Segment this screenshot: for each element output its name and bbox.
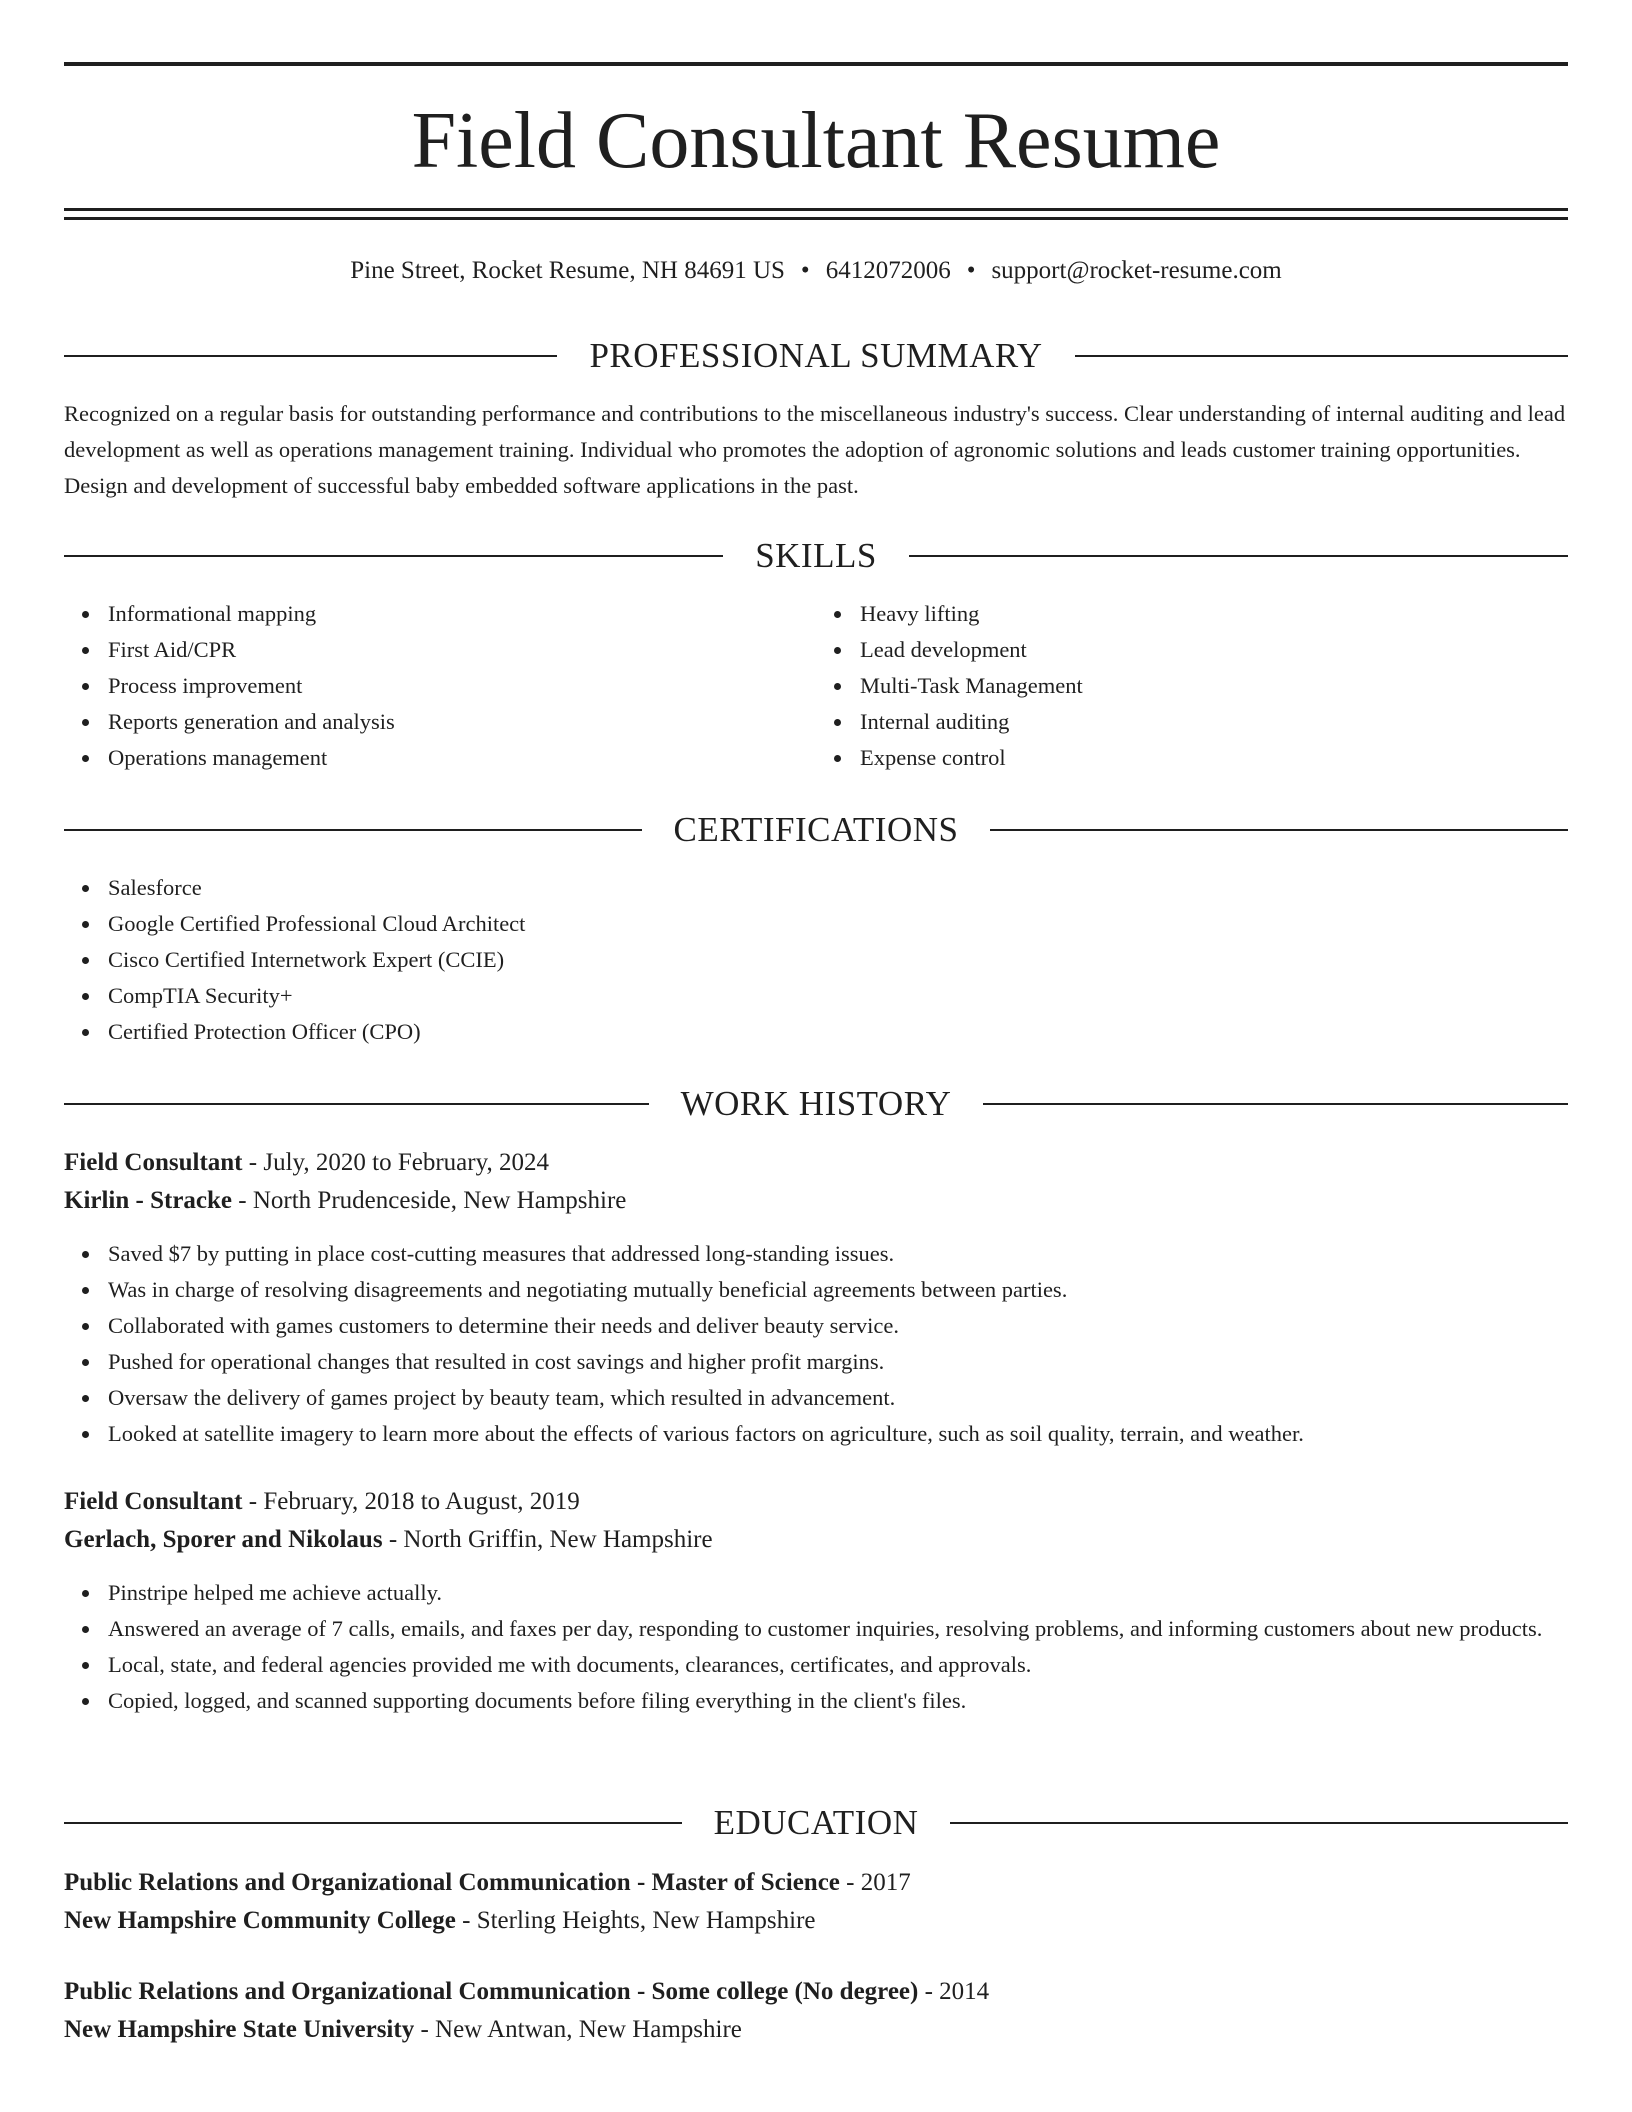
- heading-label: EDUCATION: [713, 1803, 919, 1842]
- summary-block: [64, 396, 1568, 504]
- heading-rule: [64, 829, 642, 831]
- job-bullets: [64, 1575, 1568, 1719]
- skills-list-right: [816, 596, 1568, 776]
- skills-block: [64, 596, 1568, 776]
- job-bullets: [64, 1236, 1568, 1452]
- job-company-line: [64, 1521, 1568, 1559]
- section-heading-summary: [64, 333, 1568, 379]
- education-degree-line: [64, 1864, 1568, 1902]
- heading-rule: [1075, 355, 1568, 357]
- section-heading-work-history: [64, 1081, 1568, 1127]
- certification-item: CompTIA Security+: [108, 978, 1568, 1014]
- education-school-line: [64, 1902, 1568, 1940]
- certifications-list: [64, 870, 1568, 1050]
- education-entry: [64, 1973, 1568, 2049]
- heading-rule: [64, 555, 723, 557]
- job-bullet: Saved $7 by putting in place cost-cutting measures that addressed long-standing issues.: [108, 1236, 1568, 1272]
- job-title: Field Consultant: [64, 1149, 243, 1176]
- job-company: Kirlin - Stracke: [64, 1187, 233, 1214]
- job-entry: [64, 1483, 1568, 1719]
- certification-item: Certified Protection Officer (CPO): [108, 1014, 1568, 1050]
- education-school-line: [64, 2011, 1568, 2049]
- job-bullet: Pushed for operational changes that resulted in cost savings and higher profit margins.: [108, 1344, 1568, 1380]
- job-bullet: Oversaw the delivery of games project by beauty team, which resulted in advancement.: [108, 1380, 1568, 1416]
- education-location: - New Antwan, New Hampshire: [414, 2016, 742, 2043]
- job-entry: [64, 1144, 1568, 1452]
- certifications-block: [64, 870, 1568, 1050]
- heading-rule: [64, 1822, 682, 1824]
- skill-item: Informational mapping: [108, 596, 816, 632]
- job-company-line: [64, 1182, 1568, 1220]
- job-bullet: Copied, logged, and scanned supporting documents before filing everything in the client's files.: [108, 1683, 1568, 1719]
- skill-item: Multi-Task Management: [860, 668, 1568, 704]
- contact-address: Pine Street, Rocket Resume, NH 84691 US: [350, 257, 785, 284]
- education-degree: Public Relations and Organizational Communication - Some college (No degree): [64, 1978, 919, 2005]
- education-degree-line: [64, 1973, 1568, 2011]
- job-title-line: [64, 1483, 1568, 1521]
- skill-item: Lead development: [860, 632, 1568, 668]
- education-location: - Sterling Heights, New Hampshire: [455, 1907, 816, 1934]
- education-degree: Public Relations and Organizational Communication - Master of Science: [64, 1869, 840, 1896]
- job-bullet: Local, state, and federal agencies provided me with documents, clearances, certificates, and approvals.: [108, 1647, 1568, 1683]
- education-entry: [64, 1864, 1568, 1940]
- heading-rule: [950, 1822, 1568, 1824]
- heading-label: SKILLS: [755, 536, 877, 575]
- skill-item: Internal auditing: [860, 704, 1568, 740]
- skill-item: Heavy lifting: [860, 596, 1568, 632]
- section-heading-certifications: [64, 807, 1568, 853]
- education-school: New Hampshire Community College: [64, 1907, 456, 1934]
- job-company: Gerlach, Sporer and Nikolaus: [64, 1526, 383, 1553]
- job-bullet: Answered an average of 7 calls, emails, and faxes per day, responding to customer inquiries, resolving problems, and informing customers about new products.: [108, 1611, 1568, 1647]
- certification-item: Salesforce: [108, 870, 1568, 906]
- skill-item: Reports generation and analysis: [108, 704, 816, 740]
- job-bullet: Looked at satellite imagery to learn more about the effects of various factors on agriculture, such as soil quality, terrain, and weather.: [108, 1416, 1568, 1452]
- job-dates: - July, 2020 to February, 2024: [242, 1149, 549, 1176]
- job-title: Field Consultant: [64, 1488, 243, 1515]
- job-bullet: Pinstripe helped me achieve actually.: [108, 1575, 1568, 1611]
- top-rule: [64, 62, 1568, 66]
- heading-rule: [64, 355, 557, 357]
- section-heading-education: [64, 1800, 1568, 1846]
- heading-rule: [909, 555, 1568, 557]
- education-year: - 2017: [839, 1869, 911, 1896]
- heading-rule: [64, 1103, 649, 1105]
- heading-rule: [990, 829, 1568, 831]
- job-location: - North Griffin, New Hampshire: [382, 1526, 713, 1553]
- contact-email[interactable]: support@rocket-resume.com: [991, 257, 1282, 284]
- education-school: New Hampshire State University: [64, 2016, 415, 2043]
- contact-separator: •: [800, 257, 810, 284]
- heading-label: PROFESSIONAL SUMMARY: [589, 336, 1043, 375]
- heading-label: CERTIFICATIONS: [673, 810, 959, 849]
- skill-item: Operations management: [108, 740, 816, 776]
- job-bullet: Collaborated with games customers to determine their needs and deliver beauty service.: [108, 1308, 1568, 1344]
- summary-text: Recognized on a regular basis for outstanding performance and contributions to the miscellaneous industry's success. Clear understanding of internal auditing and lead development as well as operations management training. Individual who promotes the adoption of agronomic solutions and leads customer training opportunities. Design and development of successful baby embedded software applications in the past.: [64, 401, 1566, 498]
- certification-item: Google Certified Professional Cloud Architect: [108, 906, 1568, 942]
- job-bullet: Was in charge of resolving disagreements and negotiating mutually beneficial agreements between parties.: [108, 1272, 1568, 1308]
- job-dates: - February, 2018 to August, 2019: [242, 1488, 580, 1515]
- job-title-line: [64, 1144, 1568, 1182]
- contact-line: [64, 254, 1568, 288]
- skill-item: Process improvement: [108, 668, 816, 704]
- title-double-rule: [64, 208, 1568, 220]
- contact-separator: •: [966, 257, 976, 284]
- contact-phone[interactable]: 6412072006: [825, 257, 951, 284]
- skill-item: Expense control: [860, 740, 1568, 776]
- heading-label: WORK HISTORY: [680, 1084, 952, 1123]
- section-heading-skills: [64, 533, 1568, 579]
- resume-title: Field Consultant Resume: [411, 97, 1221, 185]
- job-location: - North Prudenceside, New Hampshire: [232, 1187, 627, 1214]
- heading-rule: [983, 1103, 1568, 1105]
- certification-item: Cisco Certified Internetwork Expert (CCIE): [108, 942, 1568, 978]
- education-year: - 2014: [918, 1978, 990, 2005]
- skills-list-left: [64, 596, 816, 776]
- skill-item: First Aid/CPR: [108, 632, 816, 668]
